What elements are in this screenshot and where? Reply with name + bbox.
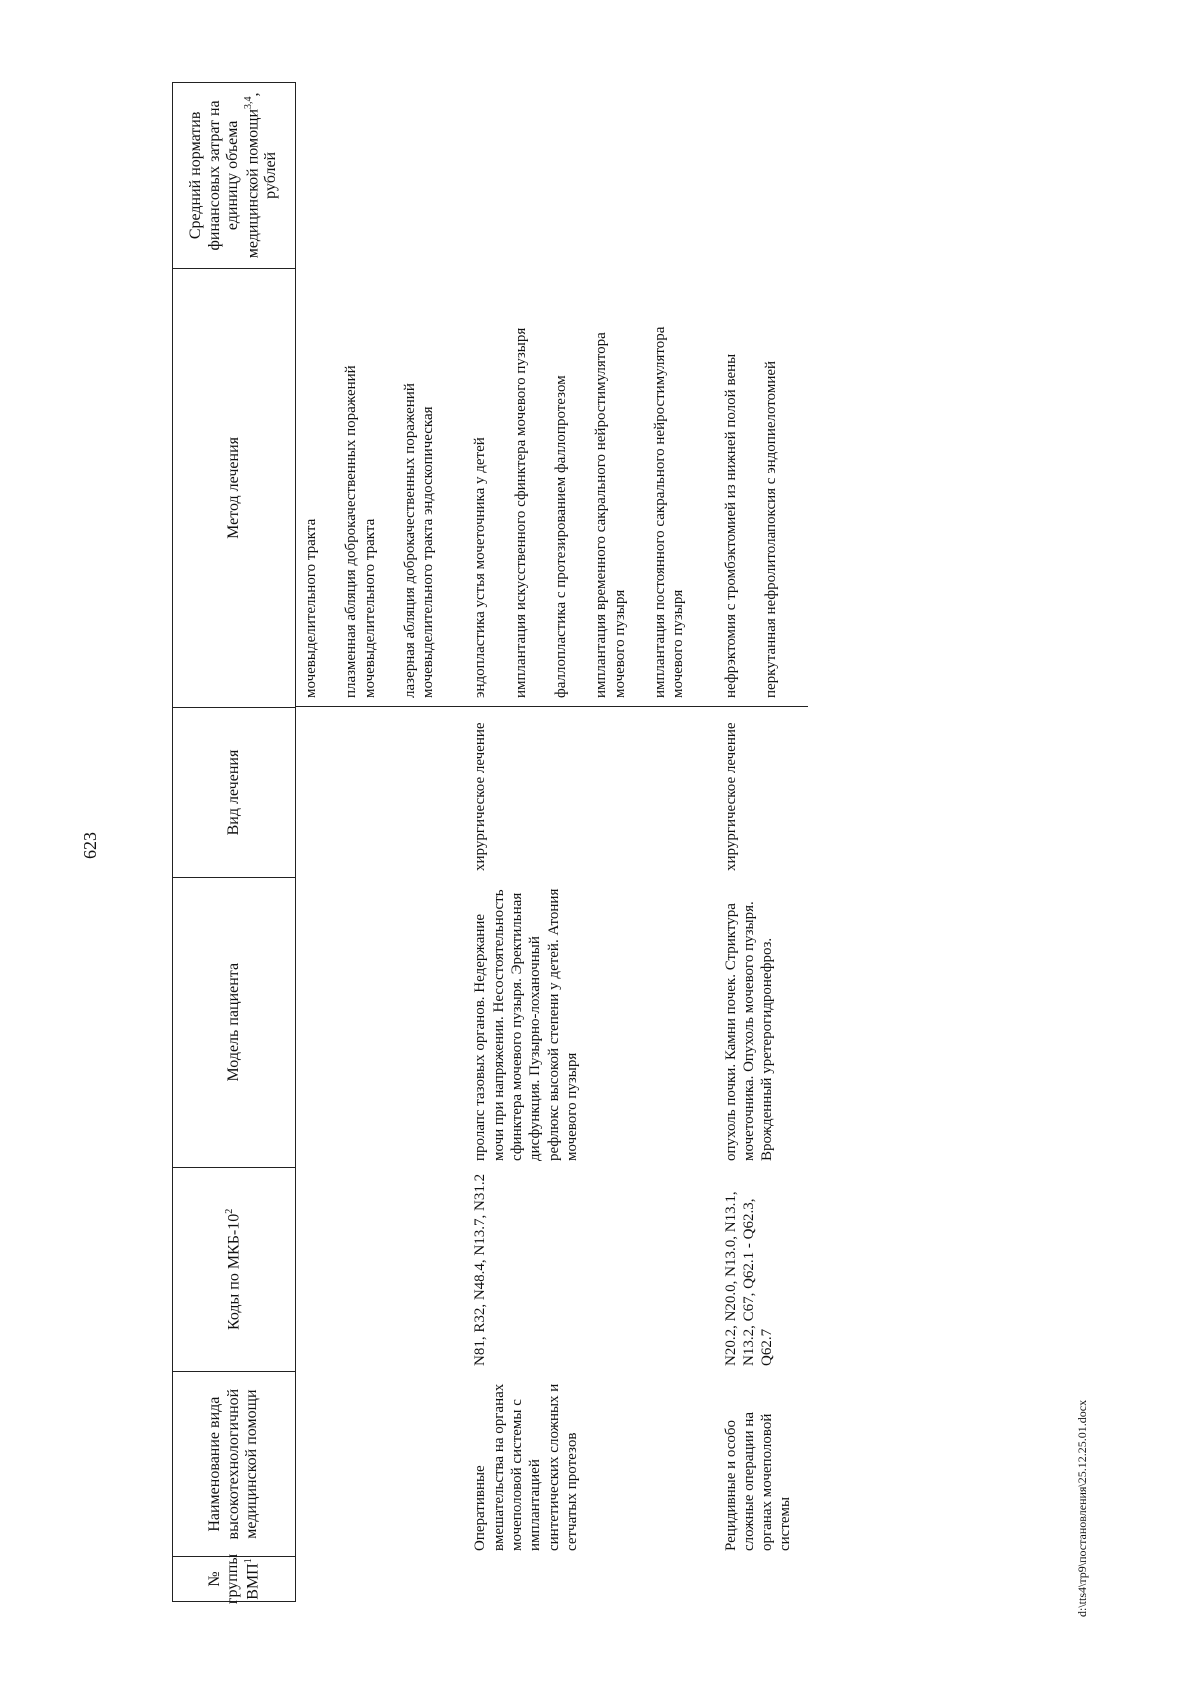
header-codes — [173, 1167, 295, 1372]
cell-codes — [296, 1167, 465, 1372]
cell-name: Рецидивные и особо сложные операции на органах мочеполовой системы — [722, 1411, 794, 1551]
cell-codes: N20.2, N20.0, N13.0, N13.1, N13.2, C67, Q62.1 - Q62.3, Q62.7 — [722, 1191, 776, 1366]
method-item: перкутанная нефролитолапоксия с эндопиелотомией — [762, 360, 779, 698]
header-cost-label: Средний норматив финансовых затрат на единицу объема медицинской помощи — [187, 100, 261, 259]
cell-method — [296, 267, 465, 707]
method-item: нефрэктомия с тромбэктомией из нижней полой вены — [722, 353, 739, 698]
header-cost-tail: , рублей — [243, 92, 280, 199]
cell-codes: N81, R32, N48.4, N13.7, N31.2 — [472, 1173, 489, 1366]
method-item: мочевыделительного тракта — [303, 518, 319, 698]
header-cost-sup: 3,4 — [242, 96, 254, 109]
cell-group — [296, 1557, 465, 1602]
header-group-label: № группы ВМП — [205, 1553, 261, 1605]
header-type-label: Вид лечения — [224, 749, 242, 836]
cell-model — [296, 877, 465, 1167]
header-model — [173, 877, 295, 1167]
table-header-row — [172, 82, 296, 1605]
cell-type: хирургическое лечение — [722, 722, 739, 871]
header-codes-label: Коды по МКБ-10 — [225, 1213, 243, 1331]
header-type — [173, 707, 295, 877]
header-group-sup: 1 — [242, 1558, 254, 1564]
cell-group — [716, 1557, 809, 1602]
table-row — [296, 82, 465, 1602]
header-method — [173, 268, 295, 707]
cell-group — [465, 1557, 715, 1602]
cell-type — [296, 707, 465, 877]
cell-model: пролапс тазовых органов. Недержание мочи при напряжении. Несостоятельность сфинктера мочевого пузыря. Эректильная дисфункция. Пузырно-лоханочный рефлюкс высокой степени у детей. Атония мочевого пузыря — [472, 888, 580, 1161]
vmp-table — [172, 82, 808, 1605]
table-row — [465, 82, 715, 1602]
header-method-label: Метод лечения — [224, 437, 242, 539]
cell-cost — [716, 82, 809, 267]
page-number: 623 — [80, 832, 100, 859]
method-item: плазменная абляция доброкачественных поражений мочевыделительного тракта — [343, 365, 378, 698]
header-name-label: Наименование вида высокотехнологичной медицинской помощи — [206, 1388, 261, 1540]
method-item: имплантация временного сакрального нейростимулятора мочевого пузыря — [593, 332, 628, 698]
method-item: лазерная абляция доброкачественных поражений мочевыделительного тракта эндоскопическая — [401, 383, 437, 698]
table-row — [716, 82, 809, 1602]
method-item: эндопластика устья мочеточника у детей — [472, 437, 489, 698]
cell-method — [465, 267, 715, 707]
cell-cost — [296, 82, 465, 267]
header-group — [173, 1553, 295, 1605]
method-item: имплантация искусственного сфинктера мочевого пузыря — [512, 327, 529, 698]
cell-model: опухоль почки. Камни почек. Стриктура мочеточника. Опухоль мочевого пузыря. Врожденный уретерогидронефроз. — [722, 901, 776, 1161]
header-name — [173, 1371, 295, 1556]
header-codes-sup: 2 — [224, 1208, 236, 1214]
cell-name: Оперативные вмешательства на органах мочеполовой системы с имплантацией синтетических сложных и сетчатых протезов — [472, 1383, 580, 1551]
cell-cost — [465, 82, 715, 267]
cell-type: хирургическое лечение — [472, 722, 489, 871]
method-item: фаллопластика с протезированием фаллопротезом — [553, 375, 570, 698]
header-model-label: Модель пациента — [224, 962, 242, 1082]
table-body — [296, 82, 808, 1602]
footer-file-path: d:\tts4\тр9\постановления\25.12.25.01.docx — [1075, 1399, 1089, 1617]
header-cost — [173, 83, 295, 268]
cell-name — [296, 1372, 465, 1557]
cell-method — [716, 267, 809, 707]
method-item: имплантация постоянного сакрального нейростимулятора мочевого пузыря — [651, 326, 687, 698]
